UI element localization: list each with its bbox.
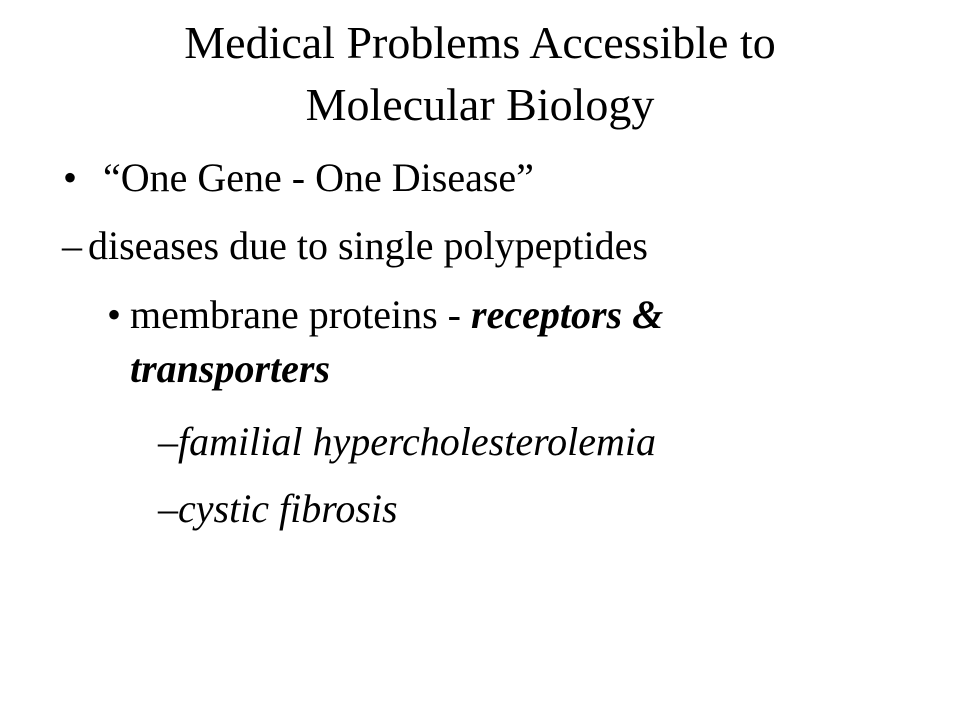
item-level-4-a: –familial hypercholesterolemia <box>158 419 657 464</box>
bullet-level-3: • <box>107 292 122 337</box>
item-level-3-emphasis: receptors & <box>471 292 664 337</box>
slide-title <box>80 12 880 136</box>
item-level-3 <box>130 291 663 339</box>
slide-title-line-2: Molecular Biology <box>305 79 655 130</box>
bullet-level-1: • <box>63 155 78 200</box>
dash-level-2: – <box>62 223 82 268</box>
slide-title-line-1: Medical Problems Accessible to <box>184 17 776 68</box>
item-level-4-b: –cystic fibrosis <box>158 486 398 531</box>
item-level-3-continuation: transporters <box>130 346 331 391</box>
item-level-2: diseases due to single polypeptides <box>88 223 648 268</box>
item-level-3-plain: membrane proteins - <box>130 292 471 337</box>
item-level-1: “One Gene - One Disease” <box>103 155 534 200</box>
